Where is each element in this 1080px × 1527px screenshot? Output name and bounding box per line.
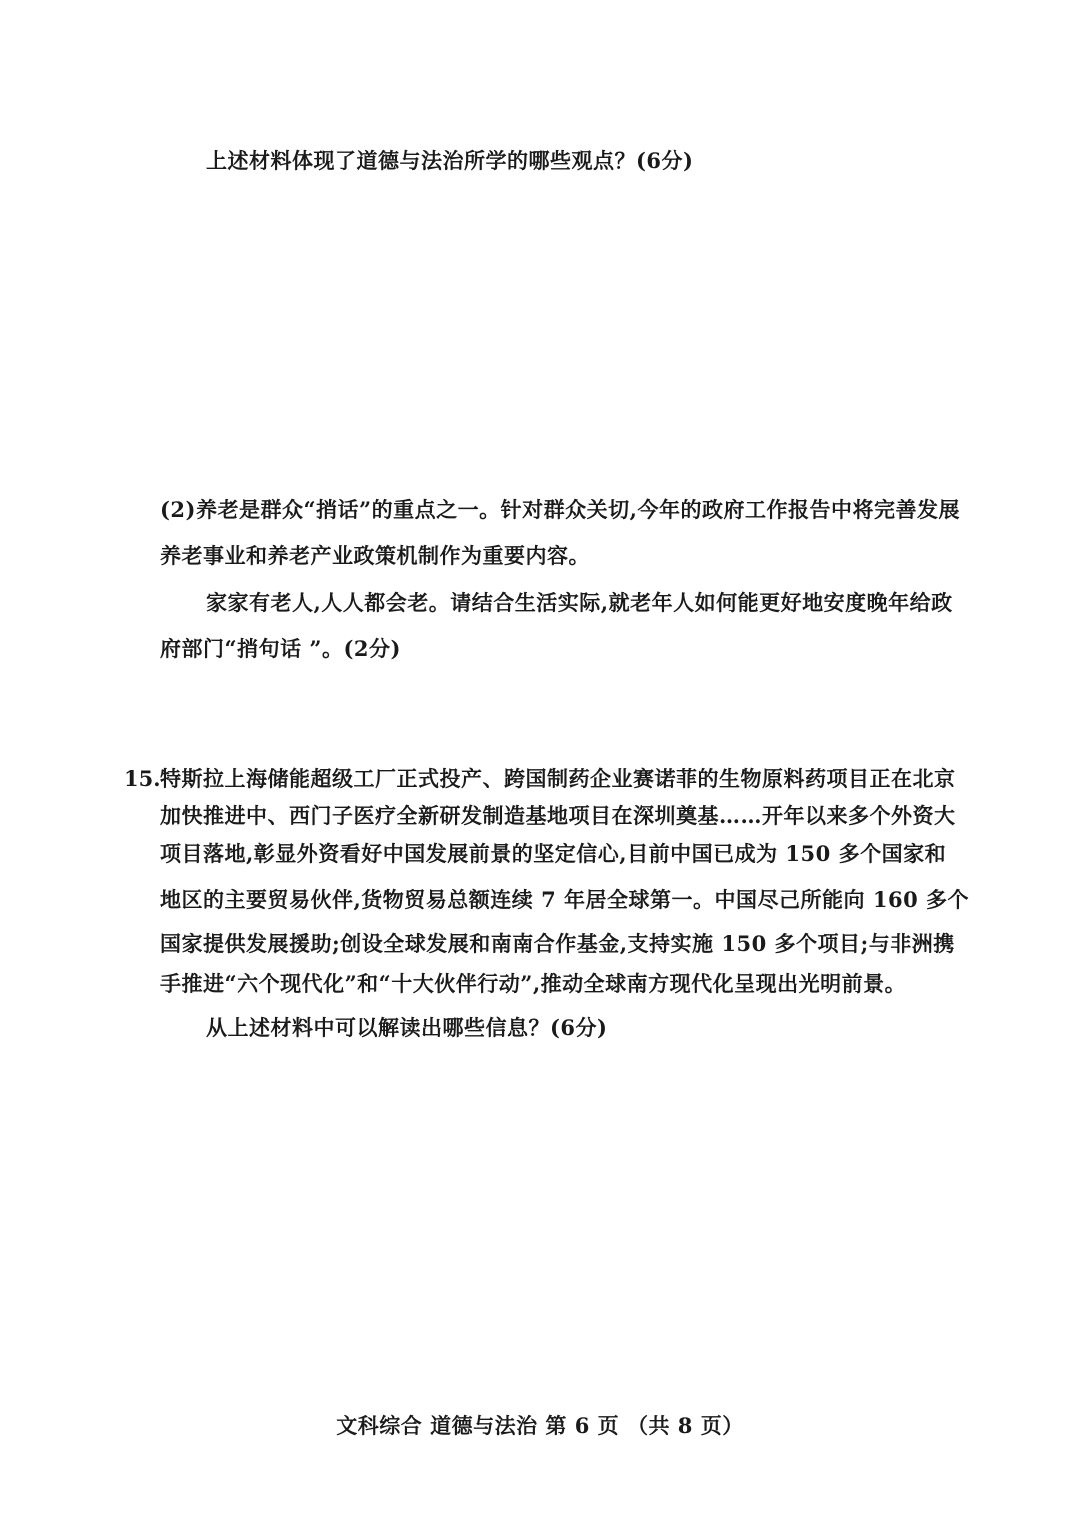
q15-line-2: 加快推进中、西门子医疗全新研发制造基地项目在深圳奠基……开年以来多个外资大 [160, 803, 956, 828]
q14-part1-prompt: 上述材料体现了道德与法治所学的哪些观点？(6分) [206, 148, 694, 173]
page-footer: 文科综合 道德与法治 第 6 页 （共 8 页） [336, 1413, 744, 1438]
q14-part2-line-2: 养老事业和养老产业政策机制作为重要内容。 [160, 543, 590, 568]
q14-part2-line-4: 府部门“捎句话 ”。(2分) [160, 636, 401, 661]
q15-line-4: 地区的主要贸易伙伴,货物贸易总额连续 7 年居全球第一。中国尽己所能向 160 多个 [160, 887, 969, 912]
q15-line-1: 特斯拉上海储能超级工厂正式投产、跨国制药企业赛诺菲的生物原料药项目正在北京 [160, 766, 956, 791]
q15-line-3: 项目落地,彰显外资看好中国发展前景的坚定信心,目前中国已成为 150 多个国家和 [160, 841, 947, 866]
q15-number: 15. [124, 766, 161, 791]
q15-line-6: 手推进“六个现代化”和“十大伙伴行动”,推动全球南方现代化呈现出光明前景。 [160, 971, 907, 996]
q14-part2-line-1: (2)养老是群众“捎话”的重点之一。针对群众关切,今年的政府工作报告中将完善发展 [160, 497, 960, 522]
q15-line-5: 国家提供发展援助;创设全球发展和南南合作基金,支持实施 150 多个项目;与非洲携 [160, 931, 955, 956]
q14-part2-line-3: 家家有老人,人人都会老。请结合生活实际,就老年人如何能更好地安度晚年给政 [206, 590, 953, 615]
q15-prompt: 从上述材料中可以解读出哪些信息？(6分) [206, 1015, 608, 1040]
